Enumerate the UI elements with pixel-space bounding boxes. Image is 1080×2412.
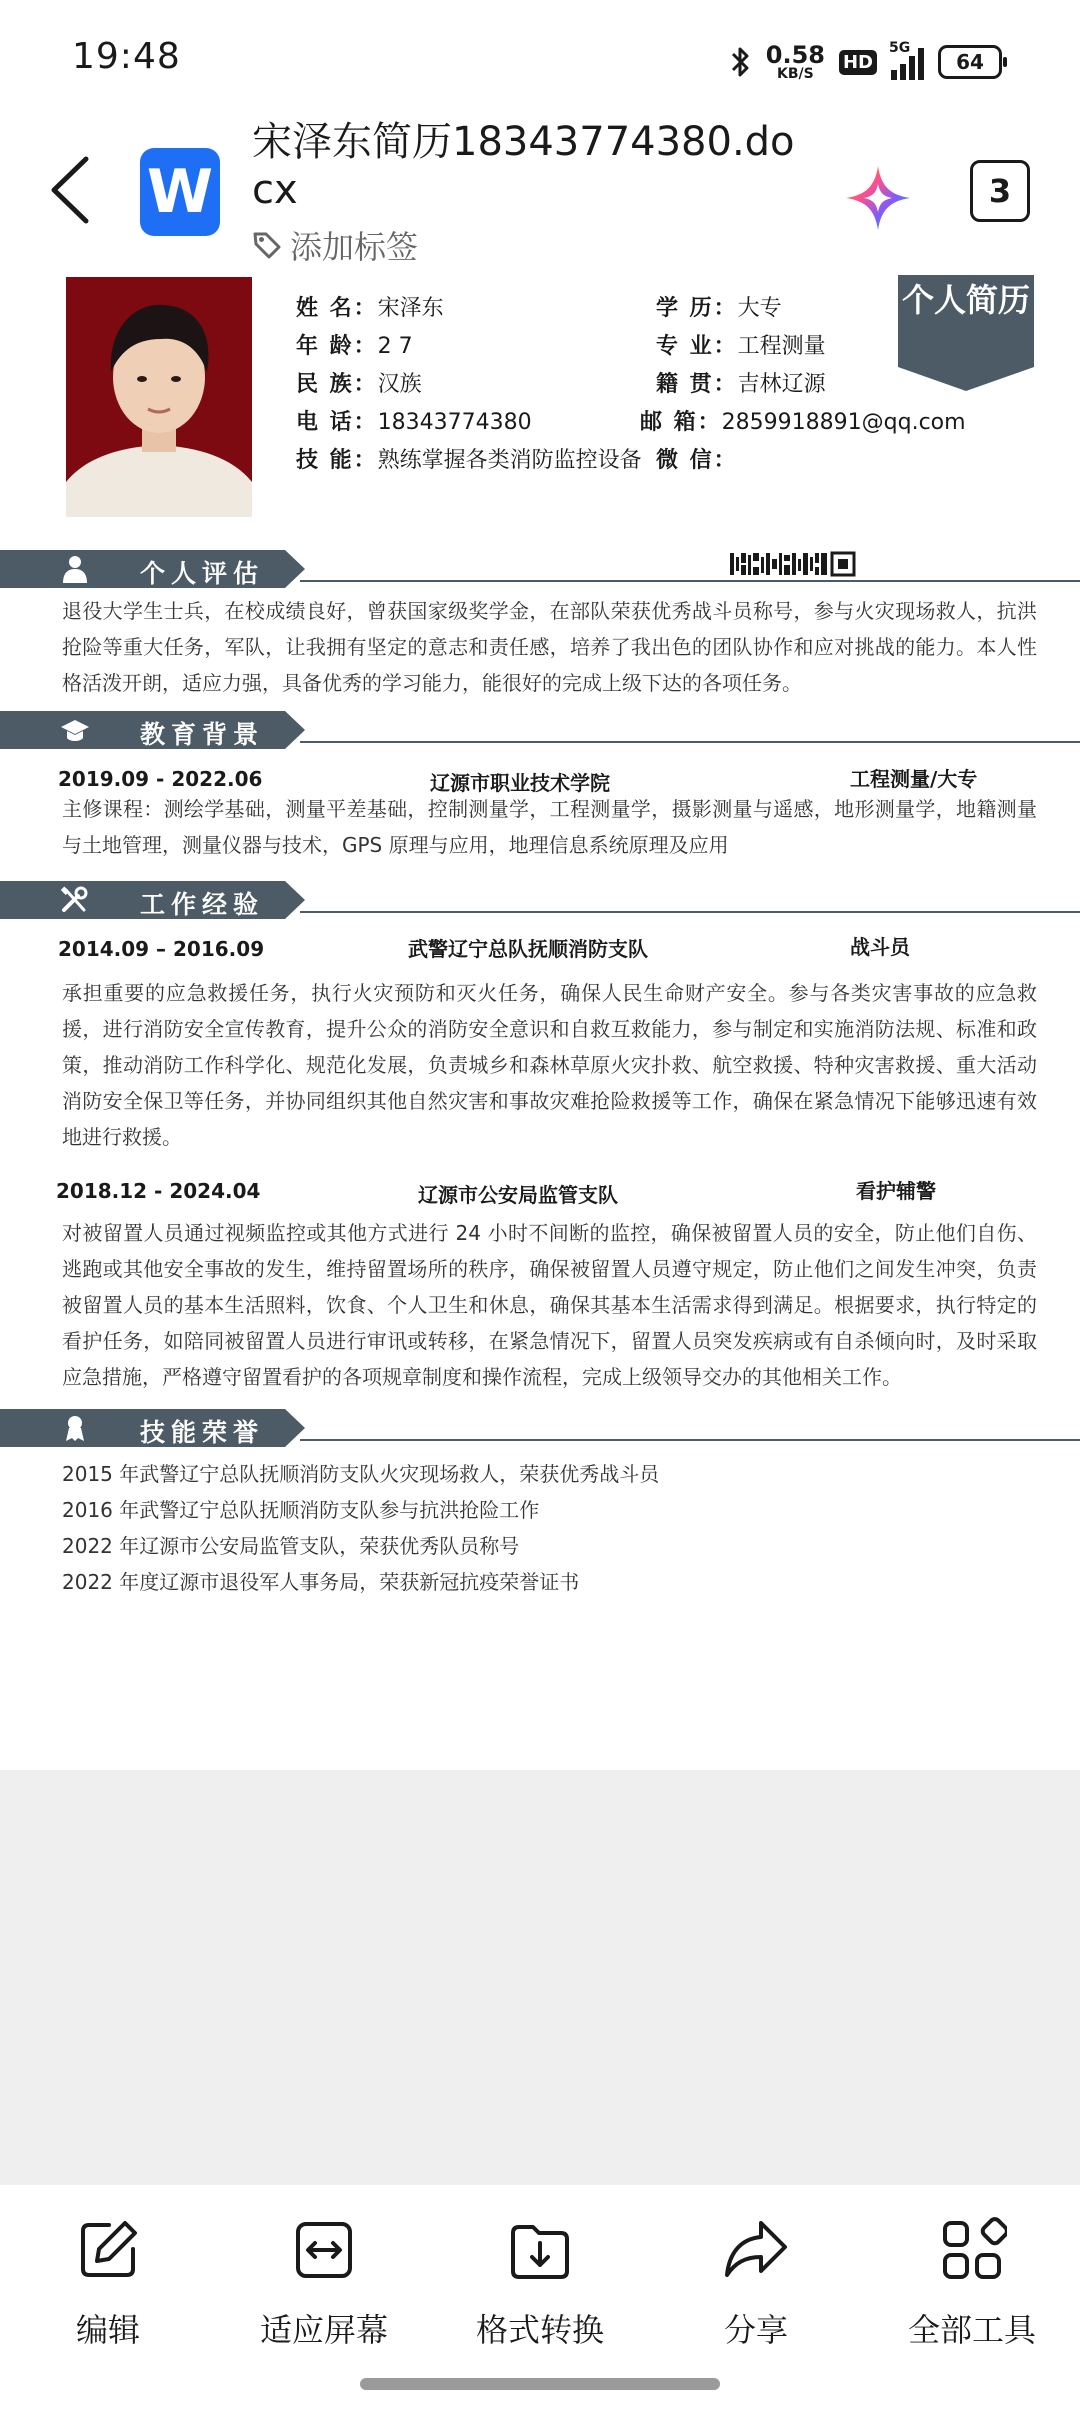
info-education: 学 历：大专 — [656, 296, 782, 321]
education-school: 辽源市职业技术学院 — [430, 771, 610, 795]
ai-sparkle-icon — [842, 162, 914, 234]
job-2-period: 2018.12 - 2024.04 — [56, 1179, 261, 1203]
hd-badge: HD — [839, 50, 877, 75]
section-title-work: 工作经验 — [140, 890, 265, 919]
section-title-evaluation: 个人评估 — [140, 559, 265, 588]
bluetooth-icon — [730, 45, 752, 79]
education-courses: 主修课程：测绘学基础，测量平差基础，控制测量学，工程测量学，摄影测量与遥感，地形测量学，地籍测量与土地管理，测量仪器与技术，GPS 原理与应用，地理信息系统原理及应用 — [62, 797, 1037, 857]
job-2-organization: 辽源市公安局监管支队 — [418, 1183, 618, 1207]
graduation-cap-icon — [60, 716, 90, 744]
fit-screen-icon — [289, 2215, 359, 2285]
battery-level: 64 — [956, 50, 984, 74]
status-icons — [730, 38, 1002, 86]
document-title: 宋泽东简历18343774380.docx — [252, 119, 795, 213]
medal-icon — [60, 1414, 90, 1442]
info-major: 专 业：工程测量 — [656, 334, 826, 359]
share-button[interactable]: 分享 — [648, 2215, 864, 2351]
info-skills: 技 能：熟练掌握各类消防监控设备 — [296, 448, 642, 473]
home-indicator[interactable] — [360, 2378, 720, 2390]
edit-button[interactable]: 编辑 — [0, 2215, 216, 2351]
info-name: 姓 名：宋泽东 — [296, 296, 444, 321]
tools-icon — [60, 886, 90, 914]
resume-cover-badge-tip — [898, 367, 1034, 391]
title-bar — [0, 110, 1080, 275]
education-major: 工程测量/大专 — [850, 767, 978, 791]
info-email: 邮 箱：2859918891@qq.com — [640, 410, 966, 435]
word-doc-icon: W — [140, 148, 220, 236]
edit-icon — [73, 2215, 143, 2285]
document-background — [0, 1770, 1080, 2185]
page-count-button[interactable]: 3 — [970, 160, 1030, 222]
section-title-honors: 技能荣誉 — [140, 1418, 265, 1447]
all-tools-button[interactable]: 全部工具 — [864, 2215, 1080, 2351]
section-header-work — [0, 881, 1080, 919]
format-convert-icon — [505, 2215, 575, 2285]
job-1-description: 承担重要的应急救援任务，执行火灾预防和灭火任务，确保人民生命财产安全。参与各类灾害事故的应急救援，进行消防安全宣传教育，提升公众的消防安全意识和自救互救能力，参与制定和实施消防法规、标准和政策，推动消防工作科学化、规范化发展，负责城乡和森林草原火灾扑救、航空救援、特种灾害救援、重大活动消防安全保卫等任务，并协同组织其他自然灾害和事故灾难抢险救援等工作，确保在紧急情况下能够迅速有效地进行救援。 — [62, 981, 1037, 1149]
document-page — [0, 275, 1080, 1770]
person-icon — [60, 555, 90, 583]
net-speed: 0.58 KB/S — [765, 41, 825, 82]
job-1-organization: 武警辽宁总队抚顺消防支队 — [408, 937, 648, 961]
fit-screen-button[interactable]: 适应屏幕 — [216, 2215, 432, 2351]
honor-item: 2015 年武警辽宁总队抚顺消防支队火灾现场救人，荣获优秀战斗员 — [62, 1462, 660, 1486]
add-tag-button[interactable] — [252, 222, 418, 268]
section-header-evaluation — [0, 550, 1080, 588]
format-convert-button[interactable]: 格式转换 — [432, 2215, 648, 2351]
all-tools-icon — [937, 2215, 1007, 2285]
education-period: 2019.09 - 2022.06 — [58, 767, 263, 791]
job-2-role: 看护辅警 — [856, 1179, 936, 1203]
section-title-education: 教育背景 — [140, 720, 265, 749]
signal-icon: 5G — [891, 44, 924, 80]
add-tag-label: 添加标签 — [290, 228, 419, 266]
info-age: 年 龄：2 7 — [296, 334, 413, 359]
section-header-education — [0, 711, 1080, 749]
tag-icon — [252, 230, 282, 260]
section-header-honors — [0, 1409, 1080, 1447]
chevron-left-icon — [48, 155, 92, 225]
job-1-role: 战斗员 — [850, 935, 910, 959]
honor-item: 2016 年武警辽宁总队抚顺消防支队参与抗洪抢险工作 — [62, 1498, 540, 1522]
battery-icon — [938, 45, 1002, 79]
info-phone: 电 话：18343774380 — [296, 410, 532, 435]
job-1-period: 2014.09 – 2016.09 — [58, 937, 265, 961]
job-2-description: 对被留置人员通过视频监控或其他方式进行 24 小时不间断的监控，确保被留置人员的安全，防止他们自伤、逃跑或其他安全事故的发生，维持留置场所的秩序，确保被留置人员遵守规定，防止他们之间发生冲突，负责被留置人员的基本生活照料，饮食、个人卫生和休息，确保其基本生活需求得到满足。根据要求，执行特定的看护任务，如陪同被留置人员进行审讯或转移，在紧急情况下，留置人员突发疾病或有自杀倾向时，及时采取应急措施，严格遵守留置看护的各项规章制度和操作流程，完成上级领导交办的其他相关工作。 — [62, 1221, 1037, 1389]
info-wechat: 微 信： — [656, 448, 738, 473]
status-bar — [0, 0, 1080, 110]
honor-item: 2022 年度辽源市退役军人事务局，荣获新冠抗疫荣誉证书 — [62, 1570, 580, 1594]
share-icon — [721, 2215, 791, 2285]
profile-photo — [66, 277, 252, 517]
back-button[interactable] — [40, 150, 100, 230]
info-ethnicity: 民 族：汉族 — [296, 372, 422, 397]
info-hometown: 籍 贯：吉林辽源 — [656, 372, 826, 397]
resume-cover-badge: 个人简历 — [898, 275, 1034, 367]
evaluation-text: 退役大学生士兵，在校成绩良好，曾获国家级奖学金，在部队荣获优秀战斗员称号，参与火灾现场救人，抗洪抢险等重大任务，军队，让我拥有坚定的意志和责任感，培养了我出色的团队协作和应对挑战的能力。本人性格活泼开朗，适应力强，具备优秀的学习能力，能很好的完成上级下达的各项任务。 — [62, 599, 1037, 695]
barcode-icon — [730, 551, 856, 577]
ai-assistant-button[interactable] — [842, 162, 914, 234]
honor-item: 2022 年辽源市公安局监管支队，荣获优秀队员称号 — [62, 1534, 520, 1558]
status-time: 19:48 — [72, 36, 181, 77]
